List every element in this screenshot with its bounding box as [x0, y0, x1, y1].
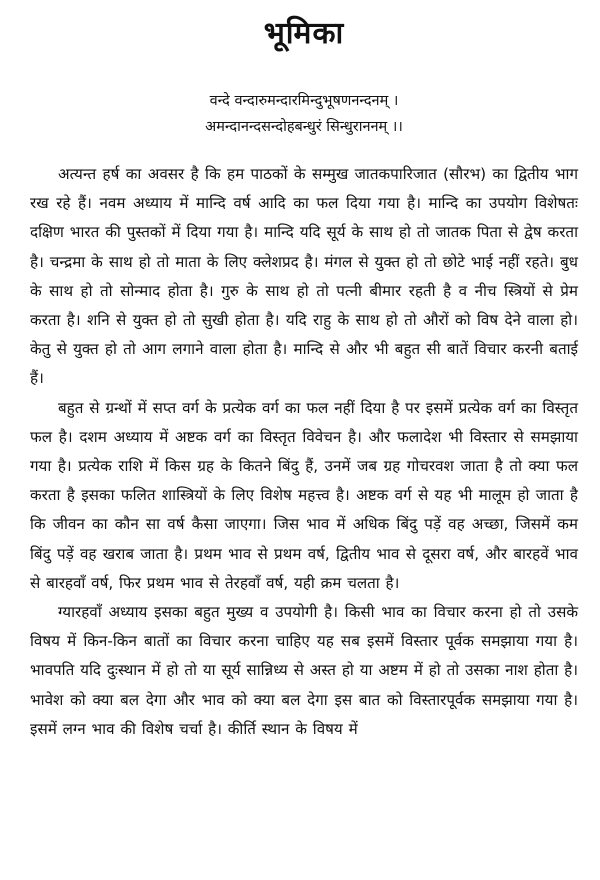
page-title: भूमिका — [263, 16, 345, 51]
verse-line-1: वन्दे वन्दारुमन्दारमिन्दुभूषणनन्दनम् । — [209, 93, 399, 109]
paragraph-3: ग्यारहवाँ अध्याय इसका बहुत मुख्य व उपयोगी है। किसी भाव का विचार करना हो तो उसके विषय में किन-किन बातों का विचार करना चाहिए यह सब इसमें विस्तार पूर्वक समझाया गया है। भावपति यदि दुःस्थान में हो तो या सूर्य सान्निध्य से अस्त हो या अष्टम में हो तो उसका नाश होता है। भावेश को क्या बल देगा और भाव को क्या बल देगा इस बात को विस्तारपूर्वक समझाया गया है। इसमें लग्न भाव की विशेष चर्चा है। कीर्ति स्थान के विषय में — [30, 603, 578, 738]
paragraph-1: अत्यन्त हर्ष का अवसर है कि हम पाठकों के सम्मुख जातकपारिजात (सौरभ) का द्वितीय भाग रख रहे हैं। नवम अध्याय में मान्दि वर्ष आदि का फल दिया गया है। मान्दि का उपयोग विशेषतः दक्षिण भारत की पुस्तकों में दिया गया है। मान्दि यदि सूर्य के साथ हो तो जातक पिता से द्वेष करता है। चन्द्रमा के साथ हो तो माता के लिए क्लेशप्रद है। मंगल से युक्त हो तो छोटे भाई नहीं रहते। बुध के साथ हो तो सोन्माद होता है। गुरु के साथ हो तो पत्नी बीमार रहती है व नीच स्त्रियों से प्रेम करता है। शनि से युक्त हो तो सुखी होता है। यदि राहु के साथ हो तो औरों को विष देने वाला हो। केतु से युक्त हो तो आग लगाने वाला होता है। मान्दि से और भी बहुत सी बातें विचार करनी बताई हैं। — [30, 165, 578, 388]
verse-line-2: अमन्दानन्दसन्दोहबन्धुरं सिन्धुराननम् ।। — [205, 119, 403, 135]
paragraph-2: बहुत से ग्रन्थों में सप्त वर्ग के प्रत्येक वर्ग का फल नहीं दिया है पर इसमें प्रत्येक वर्ग का विस्तृत फल है। दशम अध्याय में अष्टक वर्ग का विस्तृत विवेचन है। और फलादेश भी विस्तार से समझाया गया है। प्रत्येक राशि में किस ग्रह के कितने बिंदु हैं, उनमें जब ग्रह गोचरवश जाता है तो क्या फल करता है इसका फलित शास्त्रियों के लिए विशेष महत्त्व है। अष्टक वर्ग से यह भी मालूम हो जाता है कि जीवन का कौन सा वर्ष कैसा जाएगा। जिस भाव में अधिक बिंदु पड़ें वह अच्छा, जिसमें कम बिंदु पड़ें वह खराब जाता है। प्रथम भाव से प्रथम वर्ष, द्वितीय भाव से दूसरा वर्ष, और बारहवें भाव से बारहवाँ वर्ष, फिर प्रथम भाव से तेरहवाँ वर्ष, यही क्रम चलता है। — [30, 398, 578, 592]
invocation-verse — [30, 88, 578, 140]
